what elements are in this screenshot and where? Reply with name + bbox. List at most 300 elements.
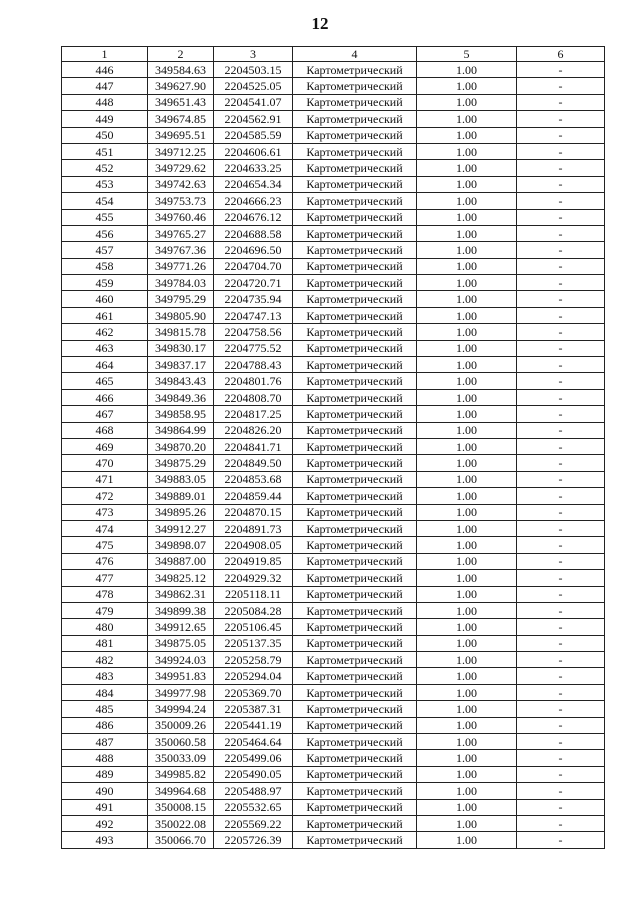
accuracy-cell: 1.00 [417,373,517,389]
accuracy-cell: 1.00 [417,734,517,750]
y-coordinate-cell: 2205369.70 [214,684,293,700]
point-number-cell: 465 [62,373,148,389]
table-row [62,750,605,766]
method-cell: Картометрический [293,225,417,241]
method-cell: Картометрический [293,766,417,782]
table-row [62,783,605,799]
point-number-cell: 475 [62,537,148,553]
table-row [62,406,605,422]
point-number-cell: 447 [62,78,148,94]
y-coordinate-cell: 2204585.59 [214,127,293,143]
y-coordinate-cell: 2204735.94 [214,291,293,307]
point-number-cell: 451 [62,143,148,159]
note-cell: - [517,537,605,553]
x-coordinate-cell: 349864.99 [148,422,214,438]
point-number-cell: 448 [62,94,148,110]
note-cell: - [517,78,605,94]
x-coordinate-cell: 349784.03 [148,275,214,291]
table-row [62,176,605,192]
accuracy-cell: 1.00 [417,176,517,192]
y-coordinate-cell: 2205106.45 [214,619,293,635]
y-coordinate-cell: 2204908.05 [214,537,293,553]
accuracy-cell: 1.00 [417,488,517,504]
accuracy-cell: 1.00 [417,471,517,487]
note-cell: - [517,717,605,733]
x-coordinate-cell: 349899.38 [148,602,214,618]
y-coordinate-cell: 2204666.23 [214,193,293,209]
accuracy-cell: 1.00 [417,242,517,258]
note-cell: - [517,143,605,159]
y-coordinate-cell: 2205499.06 [214,750,293,766]
note-cell: - [517,438,605,454]
point-number-cell: 493 [62,832,148,848]
method-cell: Картометрический [293,357,417,373]
y-coordinate-cell: 2204929.32 [214,570,293,586]
method-cell: Картометрический [293,783,417,799]
y-coordinate-cell: 2204841.71 [214,438,293,454]
accuracy-cell: 1.00 [417,701,517,717]
y-coordinate-cell: 2204696.50 [214,242,293,258]
method-cell: Картометрический [293,291,417,307]
accuracy-cell: 1.00 [417,225,517,241]
x-coordinate-cell: 349951.83 [148,668,214,684]
point-number-cell: 457 [62,242,148,258]
point-number-cell: 458 [62,258,148,274]
method-cell: Картометрический [293,438,417,454]
x-coordinate-cell: 349695.51 [148,127,214,143]
y-coordinate-cell: 2205258.79 [214,652,293,668]
note-cell: - [517,750,605,766]
point-number-cell: 488 [62,750,148,766]
table-row [62,225,605,241]
table-row [62,94,605,110]
table-row [62,78,605,94]
point-number-cell: 474 [62,520,148,536]
method-cell: Картометрический [293,520,417,536]
table-row [62,734,605,750]
point-number-cell: 491 [62,799,148,815]
accuracy-cell: 1.00 [417,275,517,291]
note-cell: - [517,127,605,143]
point-number-cell: 467 [62,406,148,422]
table-row [62,209,605,225]
x-coordinate-cell: 350009.26 [148,717,214,733]
note-cell: - [517,586,605,602]
table-row [62,373,605,389]
method-cell: Картометрический [293,422,417,438]
x-coordinate-cell: 349964.68 [148,783,214,799]
note-cell: - [517,799,605,815]
note-cell: - [517,209,605,225]
note-cell: - [517,570,605,586]
accuracy-cell: 1.00 [417,520,517,536]
point-number-cell: 453 [62,176,148,192]
x-coordinate-cell: 349771.26 [148,258,214,274]
x-coordinate-cell: 350060.58 [148,734,214,750]
accuracy-cell: 1.00 [417,652,517,668]
x-coordinate-cell: 349887.00 [148,553,214,569]
method-cell: Картометрический [293,94,417,110]
note-cell: - [517,619,605,635]
accuracy-cell: 1.00 [417,537,517,553]
point-number-cell: 485 [62,701,148,717]
y-coordinate-cell: 2204853.68 [214,471,293,487]
x-coordinate-cell: 350008.15 [148,799,214,815]
table-row [62,193,605,209]
note-cell: - [517,832,605,848]
method-cell: Картометрический [293,570,417,586]
note-cell: - [517,324,605,340]
point-number-cell: 469 [62,438,148,454]
accuracy-cell: 1.00 [417,78,517,94]
method-cell: Картометрический [293,275,417,291]
method-cell: Картометрический [293,750,417,766]
table-row [62,471,605,487]
x-coordinate-cell: 349924.03 [148,652,214,668]
y-coordinate-cell: 2204788.43 [214,357,293,373]
column-header: 3 [214,47,293,62]
table-row [62,488,605,504]
point-number-cell: 492 [62,815,148,831]
y-coordinate-cell: 2204817.25 [214,406,293,422]
page-number: 12 [311,14,329,33]
table-row [62,668,605,684]
accuracy-cell: 1.00 [417,160,517,176]
x-coordinate-cell: 349584.63 [148,62,214,78]
method-cell: Картометрический [293,668,417,684]
method-cell: Картометрический [293,62,417,78]
accuracy-cell: 1.00 [417,815,517,831]
note-cell: - [517,734,605,750]
accuracy-cell: 1.00 [417,143,517,159]
table-row [62,160,605,176]
y-coordinate-cell: 2204859.44 [214,488,293,504]
method-cell: Картометрический [293,127,417,143]
x-coordinate-cell: 349760.46 [148,209,214,225]
accuracy-cell: 1.00 [417,324,517,340]
method-cell: Картометрический [293,143,417,159]
y-coordinate-cell: 2204654.34 [214,176,293,192]
x-coordinate-cell: 349870.20 [148,438,214,454]
y-coordinate-cell: 2205532.65 [214,799,293,815]
coordinates-table [61,46,605,849]
method-cell: Картометрический [293,684,417,700]
accuracy-cell: 1.00 [417,619,517,635]
table-row [62,422,605,438]
method-cell: Картометрический [293,652,417,668]
y-coordinate-cell: 2204562.91 [214,111,293,127]
x-coordinate-cell: 349895.26 [148,504,214,520]
method-cell: Картометрический [293,209,417,225]
method-cell: Картометрический [293,242,417,258]
y-coordinate-cell: 2204919.85 [214,553,293,569]
method-cell: Картометрический [293,586,417,602]
table-row [62,520,605,536]
x-coordinate-cell: 349765.27 [148,225,214,241]
y-coordinate-cell: 2205569.22 [214,815,293,831]
note-cell: - [517,307,605,323]
note-cell: - [517,701,605,717]
point-number-cell: 470 [62,455,148,471]
method-cell: Картометрический [293,717,417,733]
y-coordinate-cell: 2204758.56 [214,324,293,340]
accuracy-cell: 1.00 [417,799,517,815]
note-cell: - [517,520,605,536]
accuracy-cell: 1.00 [417,94,517,110]
accuracy-cell: 1.00 [417,340,517,356]
x-coordinate-cell: 349753.73 [148,193,214,209]
accuracy-cell: 1.00 [417,602,517,618]
table-row [62,324,605,340]
accuracy-cell: 1.00 [417,684,517,700]
point-number-cell: 464 [62,357,148,373]
x-coordinate-cell: 349843.43 [148,373,214,389]
note-cell: - [517,389,605,405]
point-number-cell: 454 [62,193,148,209]
note-cell: - [517,504,605,520]
method-cell: Картометрический [293,799,417,815]
y-coordinate-cell: 2204775.52 [214,340,293,356]
note-cell: - [517,94,605,110]
x-coordinate-cell: 349898.07 [148,537,214,553]
note-cell: - [517,815,605,831]
note-cell: - [517,406,605,422]
x-coordinate-cell: 349883.05 [148,471,214,487]
y-coordinate-cell: 2204826.20 [214,422,293,438]
point-number-cell: 461 [62,307,148,323]
method-cell: Картометрический [293,701,417,717]
header-row [62,47,605,62]
x-coordinate-cell: 349849.36 [148,389,214,405]
y-coordinate-cell: 2204870.15 [214,504,293,520]
point-number-cell: 446 [62,62,148,78]
x-coordinate-cell: 349825.12 [148,570,214,586]
point-number-cell: 477 [62,570,148,586]
y-coordinate-cell: 2204808.70 [214,389,293,405]
note-cell: - [517,291,605,307]
y-coordinate-cell: 2204688.58 [214,225,293,241]
x-coordinate-cell: 349627.90 [148,78,214,94]
x-coordinate-cell: 349651.43 [148,94,214,110]
table-row [62,586,605,602]
note-cell: - [517,340,605,356]
table-row [62,242,605,258]
method-cell: Картометрический [293,635,417,651]
table-row [62,389,605,405]
accuracy-cell: 1.00 [417,570,517,586]
method-cell: Картометрический [293,373,417,389]
note-cell: - [517,193,605,209]
accuracy-cell: 1.00 [417,389,517,405]
point-number-cell: 466 [62,389,148,405]
table-row [62,275,605,291]
method-cell: Картометрический [293,734,417,750]
y-coordinate-cell: 2204676.12 [214,209,293,225]
method-cell: Картометрический [293,815,417,831]
x-coordinate-cell: 349767.36 [148,242,214,258]
x-coordinate-cell: 349712.25 [148,143,214,159]
x-coordinate-cell: 349912.27 [148,520,214,536]
point-number-cell: 483 [62,668,148,684]
point-number-cell: 481 [62,635,148,651]
x-coordinate-cell: 349795.29 [148,291,214,307]
note-cell: - [517,635,605,651]
point-number-cell: 455 [62,209,148,225]
method-cell: Картометрический [293,619,417,635]
table-row [62,799,605,815]
x-coordinate-cell: 349729.62 [148,160,214,176]
table-row [62,504,605,520]
y-coordinate-cell: 2204849.50 [214,455,293,471]
point-number-cell: 456 [62,225,148,241]
table-row [62,111,605,127]
table-row [62,570,605,586]
x-coordinate-cell: 349889.01 [148,488,214,504]
note-cell: - [517,602,605,618]
table-row [62,438,605,454]
note-cell: - [517,488,605,504]
method-cell: Картометрический [293,488,417,504]
accuracy-cell: 1.00 [417,193,517,209]
table-row [62,340,605,356]
accuracy-cell: 1.00 [417,504,517,520]
point-number-cell: 460 [62,291,148,307]
accuracy-cell: 1.00 [417,832,517,848]
method-cell: Картометрический [293,389,417,405]
point-number-cell: 452 [62,160,148,176]
x-coordinate-cell: 349858.95 [148,406,214,422]
column-header: 4 [293,47,417,62]
x-coordinate-cell: 349862.31 [148,586,214,602]
table-row [62,652,605,668]
y-coordinate-cell: 2205387.31 [214,701,293,717]
method-cell: Картометрический [293,340,417,356]
method-cell: Картометрический [293,307,417,323]
note-cell: - [517,62,605,78]
y-coordinate-cell: 2204891.73 [214,520,293,536]
table-row [62,291,605,307]
point-number-cell: 472 [62,488,148,504]
y-coordinate-cell: 2204541.07 [214,94,293,110]
y-coordinate-cell: 2204747.13 [214,307,293,323]
x-coordinate-cell: 349674.85 [148,111,214,127]
table-row [62,455,605,471]
accuracy-cell: 1.00 [417,209,517,225]
accuracy-cell: 1.00 [417,307,517,323]
table-row [62,357,605,373]
table-row [62,553,605,569]
x-coordinate-cell: 349875.29 [148,455,214,471]
point-number-cell: 471 [62,471,148,487]
note-cell: - [517,176,605,192]
table-row [62,602,605,618]
y-coordinate-cell: 2205726.39 [214,832,293,848]
point-number-cell: 449 [62,111,148,127]
x-coordinate-cell: 349837.17 [148,357,214,373]
table-row [62,619,605,635]
accuracy-cell: 1.00 [417,668,517,684]
table-row [62,258,605,274]
y-coordinate-cell: 2205294.04 [214,668,293,684]
note-cell: - [517,684,605,700]
method-cell: Картометрический [293,602,417,618]
accuracy-cell: 1.00 [417,258,517,274]
note-cell: - [517,455,605,471]
y-coordinate-cell: 2205118.11 [214,586,293,602]
method-cell: Картометрический [293,504,417,520]
y-coordinate-cell: 2205441.19 [214,717,293,733]
method-cell: Картометрический [293,111,417,127]
point-number-cell: 462 [62,324,148,340]
x-coordinate-cell: 349912.65 [148,619,214,635]
note-cell: - [517,422,605,438]
accuracy-cell: 1.00 [417,406,517,422]
x-coordinate-cell: 349994.24 [148,701,214,717]
point-number-cell: 476 [62,553,148,569]
accuracy-cell: 1.00 [417,422,517,438]
method-cell: Картометрический [293,455,417,471]
method-cell: Картометрический [293,160,417,176]
column-header: 2 [148,47,214,62]
point-number-cell: 480 [62,619,148,635]
table-row [62,717,605,733]
x-coordinate-cell: 349985.82 [148,766,214,782]
y-coordinate-cell: 2204801.76 [214,373,293,389]
y-coordinate-cell: 2204720.71 [214,275,293,291]
note-cell: - [517,357,605,373]
note-cell: - [517,111,605,127]
table-row [62,832,605,848]
y-coordinate-cell: 2205490.05 [214,766,293,782]
x-coordinate-cell: 350022.08 [148,815,214,831]
table-row [62,635,605,651]
table-row [62,143,605,159]
note-cell: - [517,258,605,274]
y-coordinate-cell: 2204606.61 [214,143,293,159]
method-cell: Картометрический [293,193,417,209]
note-cell: - [517,652,605,668]
note-cell: - [517,225,605,241]
method-cell: Картометрический [293,471,417,487]
table-row [62,537,605,553]
table-row [62,62,605,78]
accuracy-cell: 1.00 [417,717,517,733]
accuracy-cell: 1.00 [417,438,517,454]
column-header: 6 [517,47,605,62]
method-cell: Картометрический [293,832,417,848]
y-coordinate-cell: 2205488.97 [214,783,293,799]
accuracy-cell: 1.00 [417,127,517,143]
x-coordinate-cell: 350033.09 [148,750,214,766]
point-number-cell: 484 [62,684,148,700]
note-cell: - [517,783,605,799]
point-number-cell: 482 [62,652,148,668]
accuracy-cell: 1.00 [417,62,517,78]
table-row [62,127,605,143]
y-coordinate-cell: 2205464.64 [214,734,293,750]
x-coordinate-cell: 349805.90 [148,307,214,323]
method-cell: Картометрический [293,324,417,340]
note-cell: - [517,766,605,782]
table-row [62,815,605,831]
x-coordinate-cell: 349830.17 [148,340,214,356]
y-coordinate-cell: 2204525.05 [214,78,293,94]
x-coordinate-cell: 349815.78 [148,324,214,340]
point-number-cell: 459 [62,275,148,291]
table-row [62,307,605,323]
accuracy-cell: 1.00 [417,111,517,127]
column-header: 5 [417,47,517,62]
